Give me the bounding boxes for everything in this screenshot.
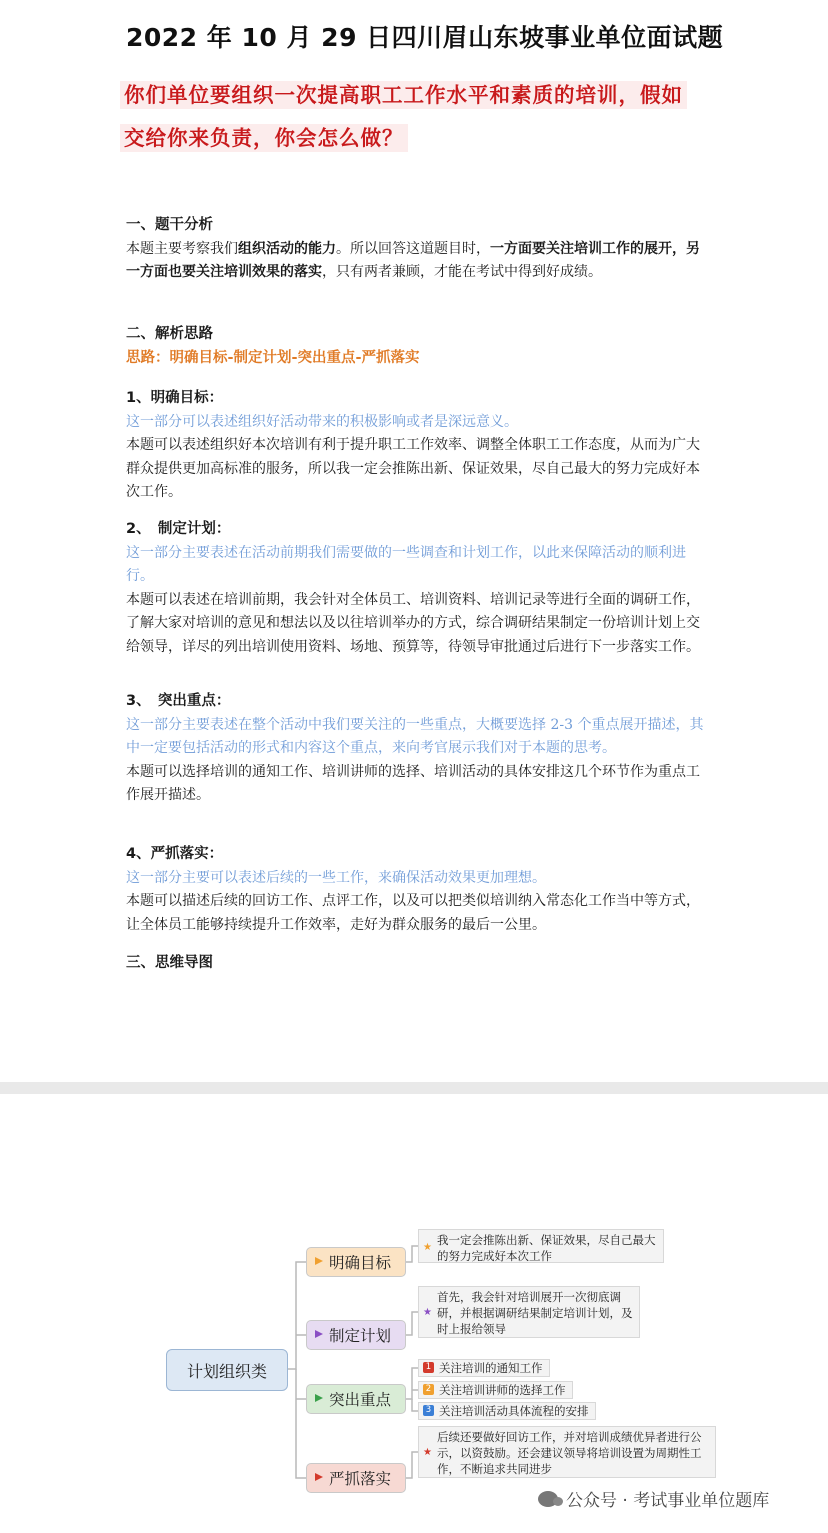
item-heading: 1、明确目标： (126, 390, 224, 406)
mindmap-branch-focus (306, 1384, 406, 1414)
item-text: 本题可以表述组织好本次培训有利于提升职工工作效率、调整全体职工工作态度，从而为广大群众提供更加高标准的服务，所以我一定会推陈出新、保证效果，尽自己最大的努力完成好本次工作。 (126, 437, 700, 500)
mindmap-leaf-plan (418, 1286, 640, 1338)
text-bold: 一方面要关注培训工作的展开，另一方面也要关注培训效果的落实 (126, 240, 700, 280)
star-icon: ★ (423, 1242, 432, 1253)
section-heading: 三、思维导图 (126, 955, 213, 971)
branch-label: 明确目标 (329, 1254, 392, 1272)
leaf-text: 关注培训的通知工作 (439, 1361, 543, 1375)
text-run: 。所以回答这道题目时， (336, 240, 490, 257)
number-badge-icon: 1 (423, 1362, 434, 1373)
mindmap-branch-goal (306, 1247, 406, 1277)
mindmap-branch-plan (306, 1320, 406, 1350)
item-hint: 这一部分主要可以表述后续的一些工作，来确保活动效果更加理想。 (126, 869, 546, 886)
page-title: 2022 年 10 月 29 日四川眉山东坡事业单位面试题 (126, 23, 724, 52)
item-text: 本题可以选择培训的通知工作、培训讲师的选择、培训活动的具体安排这几个环节作为重点工作展开描述。 (126, 763, 700, 803)
number-badge-icon: 2 (423, 1384, 434, 1395)
leaf-text: 我一定会推陈出新、保证效果，尽自己最大的努力完成好本次工作 (437, 1233, 656, 1263)
branch-label: 严抓落实 (329, 1470, 392, 1488)
watermark (538, 1486, 769, 1511)
leaf-text: 关注培训活动具体流程的安排 (439, 1404, 589, 1418)
wechat-icon (538, 1491, 558, 1507)
text-run: ，只有两者兼顾，才能在考试中得到好成绩。 (322, 264, 602, 280)
item-hint: 这一部分可以表述组织好活动带来的积极影响或者是深远意义。 (126, 413, 518, 430)
item-heading: 3、 突出重点： (126, 693, 231, 709)
item-hint: 这一部分主要表述在活动前期我们需要做的一些调查和计划工作，以此来保障活动的顺利进行。 (126, 544, 686, 584)
question-line-2: 交给你来负责，你会怎么做？ (120, 124, 408, 152)
approach-idea: 思路：明确目标-制定计划-突出重点-严抓落实 (126, 349, 420, 366)
mindmap-branch-implement (306, 1463, 406, 1493)
mindmap-leaf-implement (418, 1426, 716, 1478)
text-bold: 组织活动的能力 (238, 240, 336, 257)
flag-icon (315, 1257, 323, 1265)
star-icon: ★ (423, 1307, 432, 1318)
leaf-text: 首先，我会针对培训展开一次彻底调研，并根据调研结果制定培训计划，及时上报给领导 (437, 1290, 633, 1336)
mindmap-leaf-goal (418, 1229, 664, 1263)
watermark-text: 公众号 · 考试事业单位题库 (566, 1491, 770, 1511)
flag-icon (315, 1394, 323, 1402)
item-text: 本题可以描述后续的回访工作、点评工作，以及可以把类似培训纳入常态化工作当中等方式，让全体员工能够持续提升工作效率，走好为群众服务的最后一公里。 (126, 893, 700, 933)
mindmap-root-node: 计划组织类 (166, 1349, 288, 1391)
section-heading: 二、解析思路 (126, 326, 213, 342)
item-heading: 4、严抓落实： (126, 846, 224, 862)
text-run: 本题主要考察我们 (126, 240, 238, 257)
branch-label: 突出重点 (329, 1391, 392, 1409)
number-badge-icon: 3 (423, 1405, 434, 1416)
flag-icon (315, 1473, 323, 1481)
leaf-text: 关注培训讲师的选择工作 (439, 1383, 566, 1397)
item-heading: 2、 制定计划： (126, 521, 231, 537)
mindmap-leaf-focus-3 (418, 1402, 596, 1420)
section-heading: 一、题干分析 (126, 217, 213, 233)
mindmap-leaf-focus-1 (418, 1359, 550, 1377)
item-text: 本题可以表述在培训前期，我会针对全体员工、培训资料、培训记录等进行全面的调研工作，了解大家对培训的意见和想法以及以往培训举办的方式，综合调研结果制定一份培训计划上交给领导，详尽的列出培训使用资料、场地、预算等，待领导审批通过后进行下一步落实工作。 (126, 591, 700, 655)
branch-label: 制定计划 (329, 1327, 392, 1345)
leaf-text: 后续还要做好回访工作，并对培训成绩优异者进行公示，以资鼓励。还会建议领导将培训设置为周期性工作，不断追求共同进步 (437, 1430, 702, 1476)
mindmap-leaf-focus-2 (418, 1381, 573, 1399)
star-icon: ★ (423, 1447, 432, 1458)
item-hint: 这一部分主要表述在整个活动中我们要关注的一些重点，大概要选择 2-3 个重点展开描述，其中一定要包括活动的形式和内容这个重点，来向考官展示我们对于本题的思考。 (126, 716, 704, 756)
question-line-1: 你们单位要组织一次提高职工工作水平和素质的培训，假如 (120, 81, 687, 109)
flag-icon (315, 1330, 323, 1338)
